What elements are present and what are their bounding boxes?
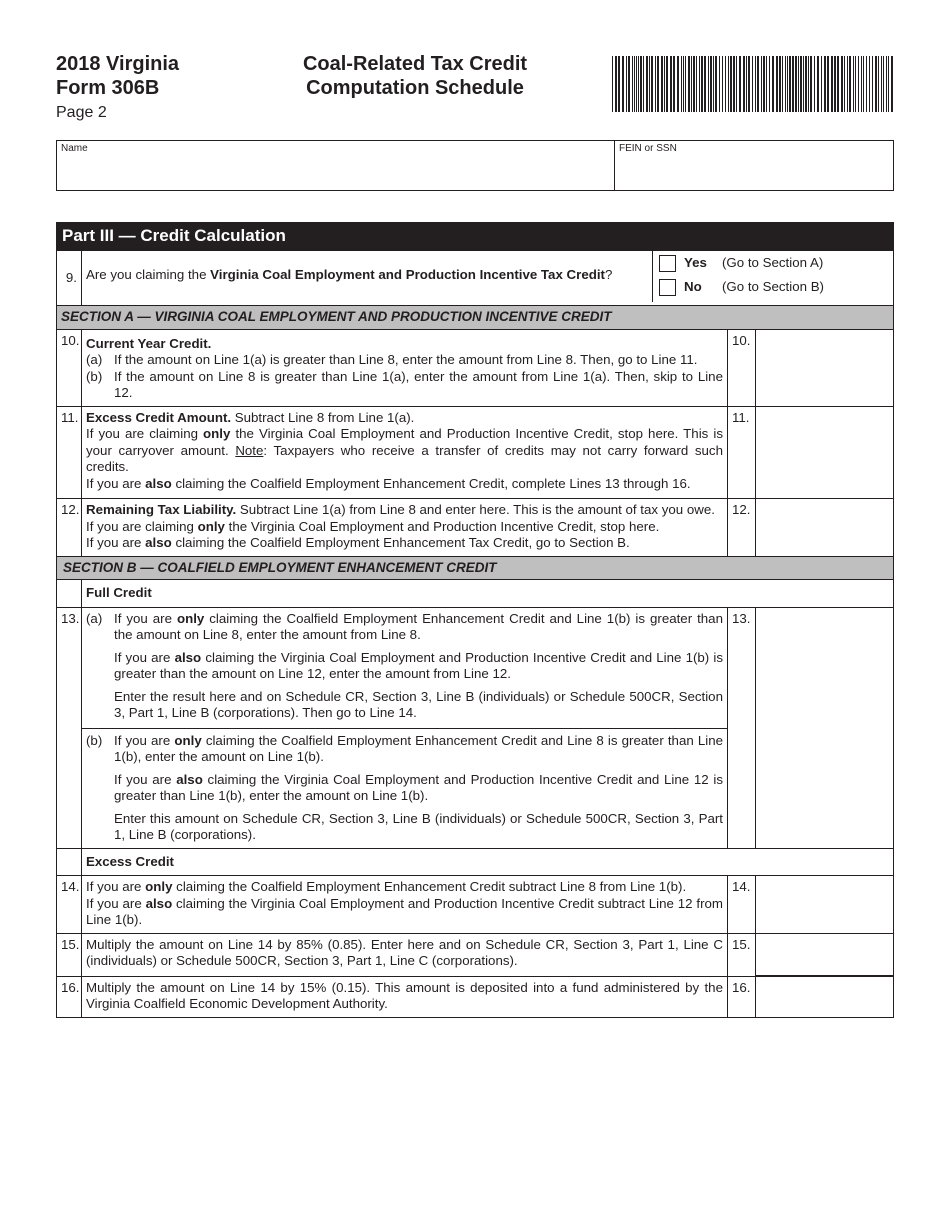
- part-3-title: Part III — Credit Calculation: [56, 222, 894, 250]
- line-ref: 10.: [727, 329, 755, 406]
- no-note: (Go to Section B): [722, 278, 824, 294]
- yes-checkbox[interactable]: [659, 255, 676, 272]
- line-9-row: [57, 251, 894, 306]
- section-b-title: SECTION B — COALFIELD EMPLOYMENT ENHANCEMENT CREDIT: [57, 556, 894, 580]
- line-13-row: 13. (a) If you are only claiming the Coalfield Employment Enhancement Credit and Line 1(b) is greater than the amount on Line 8, enter the amount from Line 8. If you are also claiming the Virginia Coal Employment and Production Incentive Credit and Line 1(b) is greater than the amount on Line 12, enter the amount from Line 12. Enter the result here and on Schedule CR, Section 3, Line B (individuals) or Schedule 500CR, Section 3, Part 1, Line B (corporations). Then go to Line 14. (b) If you are only claiming the Coalfield Employment Enhancement Credit and Line 8 is greater than Line 1(b), enter the amount on Line 1(b). If you are also claiming the Virginia Coal Employment and Production Incentive Credit and Line 12 is greater than Line 1(b), enter the amount on Line 1(b). Enter this amount on Schedule CR, Section 3, Line B (individuals) or Schedule 500CR, Section 3, Part 1, Line B (corporations). 13.: [57, 607, 894, 848]
- line-13a-text: If you are only claiming the Coalfield Employment Enhancement Credit and Line 1(b) is greater than the amount on Line 8, enter the amount from Line 8.: [114, 610, 723, 642]
- part-3-credit-calculation: [56, 222, 894, 1018]
- line-10-amount-field[interactable]: [755, 329, 893, 406]
- line-15-row: [57, 933, 894, 976]
- line-16-amount-field[interactable]: [755, 976, 893, 1017]
- yes-label: Yes: [684, 254, 707, 270]
- line-11-row: [57, 406, 894, 499]
- line-14-row: [57, 876, 894, 934]
- form-identifier: [56, 52, 179, 124]
- line-number: 9.: [57, 251, 82, 306]
- line-10-title: Current Year Credit.: [86, 335, 212, 351]
- page-number: Page 2: [56, 104, 107, 121]
- line-ref: 16.: [727, 976, 755, 1017]
- line-10a-text: If the amount on Line 1(a) is greater than Line 8, enter the amount from Line 8. Then, go to Line 11.: [114, 352, 698, 367]
- yes-no-choice: [652, 248, 893, 302]
- section-a-title: SECTION A — VIRGINIA COAL EMPLOYMENT AND PRODUCTION INCENTIVE CREDIT: [57, 306, 894, 330]
- line-15-text: Multiply the amount on Line 14 by 85% (0.85). Enter here and on Schedule CR, Section 3, Part 1, Line C (individuals) or Schedule 500CR, Section 3, Part 1, Line C (corporations).: [82, 933, 728, 976]
- line-16-row: [57, 976, 894, 1017]
- taxpayer-info-box: [56, 140, 894, 191]
- form-title-line2: Computation Schedule: [306, 77, 524, 99]
- line-ref: 13.: [727, 607, 755, 848]
- form-year: 2018 Virginia: [56, 53, 180, 75]
- line-13b-text: If you are only claiming the Coalfield Employment Enhancement Credit and Line 8 is greater than Line 1(b), enter the amount on Line 1(b).: [114, 732, 723, 764]
- section-b-header-row: [57, 556, 894, 580]
- line-number: 13.: [57, 607, 82, 848]
- name-label: Name: [61, 143, 88, 154]
- line-ref: 11.: [727, 406, 755, 499]
- line-12-text: Remaining Tax Liability. Subtract Line 1(a) from Line 8 and enter here. This is the amount of tax you owe. If you are claiming only the Virginia Coal Employment and Production Incentive Credit, stop here. If you are also claiming the Coalfield Employment Enhancement Tax Credit, go to Section B.: [82, 499, 728, 557]
- no-checkbox[interactable]: [659, 279, 676, 296]
- line-13b-enter-text: Enter this amount on Schedule CR, Section 3, Line B (individuals) or Schedule 500CR, Section 3, Part 1, Line B (corporations).: [114, 810, 723, 842]
- line-number: 10.: [57, 329, 82, 406]
- line-10b-text: If the amount on Line 8 is greater than Line 1(a), enter the amount from Line 1(a). Then, skip to Line 12.: [114, 368, 723, 400]
- line-12-amount-field[interactable]: [755, 499, 893, 557]
- section-a-header-row: [57, 306, 894, 330]
- full-credit-row: [57, 580, 894, 608]
- fein-ssn-field[interactable]: [614, 141, 893, 190]
- line-13-amount-field[interactable]: [755, 607, 893, 848]
- credit-calculation-table: [56, 250, 894, 1018]
- form-title: [270, 52, 560, 100]
- line-14-text: If you are only claiming the Coalfield Employment Enhancement Credit subtract Line 8 from Line 1(b). If you are also claiming the Virginia Coal Employment and Production Incentive Credit subtract Line 12 from Line 1(b).: [82, 876, 728, 934]
- line-number: 14.: [57, 876, 82, 934]
- line-12-row: [57, 499, 894, 557]
- line-10-row: 10. Current Year Credit. (a) If the amount on Line 1(a) is greater than Line 8, enter the amount from Line 8. Then, go to Line 11. (b) If the amount on Line 8 is greater than Line 1(a), enter the amount from Line 1(a). Then, skip to Line 12. 10.: [57, 329, 894, 406]
- excess-credit-heading: Excess Credit: [82, 848, 894, 876]
- line-number: 12.: [57, 499, 82, 557]
- form-title-line1: Coal-Related Tax Credit: [302, 53, 528, 75]
- excess-credit-row: [57, 848, 894, 876]
- full-credit-heading: Full Credit: [82, 580, 894, 608]
- line-number: 11.: [57, 406, 82, 499]
- fein-ssn-label: FEIN or SSN: [619, 143, 677, 154]
- line-ref: 14.: [727, 876, 755, 934]
- line-16-text: Multiply the amount on Line 14 by 15% (0.15). This amount is deposited into a fund administered by the Virginia Coalfield Economic Development Authority.: [82, 976, 728, 1017]
- line-number: 16.: [57, 976, 82, 1017]
- line-13a-also-text: If you are also claiming the Virginia Coal Employment and Production Incentive Credit and Line 1(b) is greater than the amount on Line 12, enter the amount from Line 12.: [114, 649, 723, 681]
- yes-note: (Go to Section A): [722, 254, 824, 270]
- form-number: Form 306B: [56, 77, 160, 99]
- line-15-amount-field[interactable]: [755, 933, 893, 976]
- line-13b-also-text: If you are also claiming the Virginia Coal Employment and Production Incentive Credit and Line 12 is greater than Line 1(b), enter the amount on Line 1(b).: [114, 771, 723, 803]
- name-field[interactable]: [57, 141, 614, 190]
- line-13a-enter-text: Enter the result here and on Schedule CR, Section 3, Line B (individuals) or Schedule 500CR, Section 3, Part 1, Line B (corporations). Then go to Line 14.: [114, 688, 723, 720]
- line-11-text: Excess Credit Amount. Subtract Line 8 from Line 1(a). If you are claiming only the Virginia Coal Employment and Production Incentive Credit, stop here. This is your carryover amount. Note: Taxpayers who receive a transfer of credits may not carry forward such credits. If you are also claiming the Coalfield Employment Enhancement Credit, complete Lines 13 through 16.: [82, 406, 728, 499]
- barcode-image: [612, 56, 894, 112]
- line-14-amount-field[interactable]: [755, 876, 893, 934]
- line-11-amount-field[interactable]: [755, 406, 893, 499]
- line-9-question: Are you claiming the Virginia Coal Employment and Production Incentive Tax Credit?: [86, 266, 613, 282]
- line-ref: 15.: [727, 933, 755, 976]
- line-number: 15.: [57, 933, 82, 976]
- line-ref: 12.: [727, 499, 755, 557]
- no-label: No: [684, 278, 702, 294]
